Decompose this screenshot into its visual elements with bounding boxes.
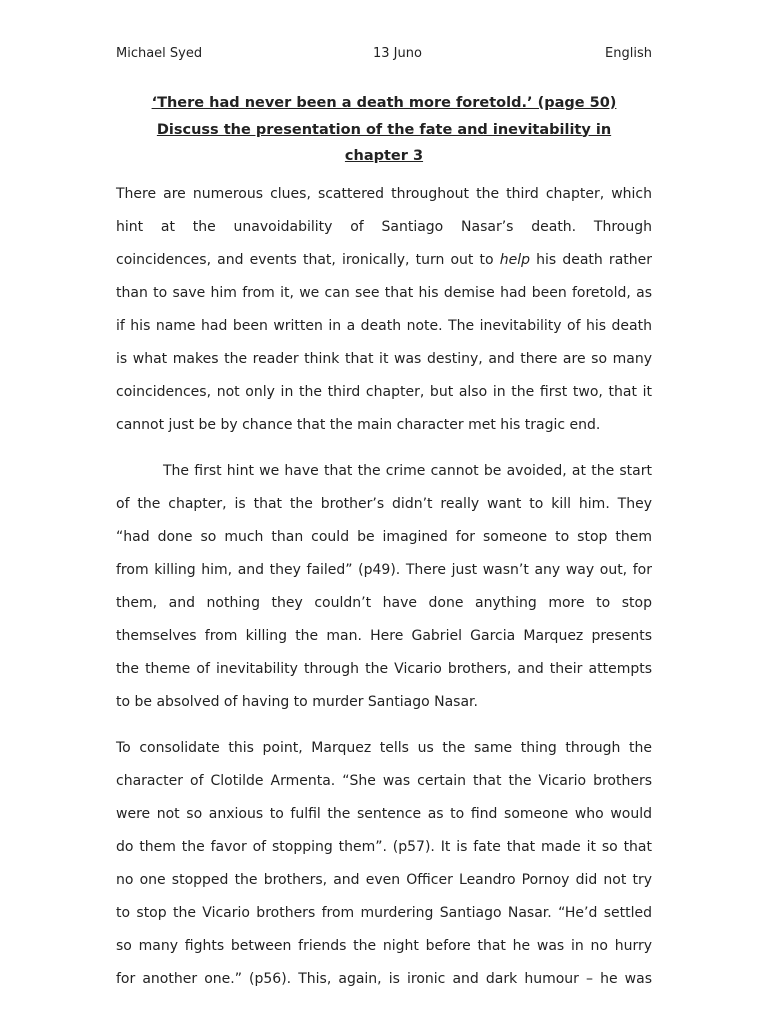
page-header: [116, 44, 652, 64]
paragraph-1: [116, 178, 652, 442]
italic-word: help: [499, 252, 531, 268]
paragraph-line: to stop the Vicario brothers from murdering Santiago Nasar. “He’d settled: [116, 905, 652, 921]
paragraph-line: hint at the unavoidability of Santiago Nasar’s death. Through: [116, 219, 652, 235]
paragraph-line: “had done so much than could be imagined for someone to stop them: [116, 529, 652, 545]
title-line: chapter 3: [344, 148, 424, 164]
paragraph-line: cannot just be by chance that the main character met his tragic end.: [116, 417, 601, 433]
paragraph-line: if his name had been written in a death note. The inevitability of his death: [116, 318, 652, 334]
paragraph-line: than to save him from it, we can see that his demise had been foretold, as: [116, 285, 652, 301]
paragraph-line: them, and nothing they couldn’t have done anything more to stop: [116, 595, 652, 611]
paragraph-line: character of Clotilde Armenta. “She was certain that the Vicario brothers: [116, 773, 652, 789]
paragraph-line: do them the favor of stopping them”. (p57). It is fate that made it so that: [116, 839, 652, 855]
paragraph-line: were not so anxious to fulfil the sentence as to find someone who would: [116, 806, 652, 822]
paragraph-2: [116, 455, 652, 719]
paragraph-line: for another one.” (p56). This, again, is ironic and dark humour – he was: [116, 971, 652, 987]
paragraph-line: so many fights between friends the night before that he was in no hurry: [116, 938, 652, 954]
paragraph-line: from killing him, and they failed” (p49). There just wasn’t any way out, for: [116, 562, 652, 578]
paragraph-line: To consolidate this point, Marquez tells us the same thing through the: [116, 740, 652, 756]
paragraph-line: to be absolved of having to murder Santiago Nasar.: [116, 694, 478, 710]
header-subject: English: [605, 46, 652, 61]
paragraph-line: coincidences, not only in the third chapter, but also in the first two, that it: [116, 384, 652, 400]
paragraph-line: The first hint we have that the crime cannot be avoided, at the start: [163, 463, 652, 479]
paragraph-line: [116, 244, 652, 277]
line-text: coincidences, and events that, ironically, turn out to: [116, 252, 494, 268]
paragraph-line: themselves from killing the man. Here Gabriel Garcia Marquez presents: [116, 628, 652, 644]
line-text: his death rather: [536, 252, 653, 268]
header-date: 13 Juno: [373, 46, 422, 61]
essay-title: [116, 90, 652, 170]
title-line: Discuss the presentation of the fate and inevitability in: [156, 121, 612, 138]
paragraph-line: There are numerous clues, scattered throughout the third chapter, which: [116, 186, 652, 202]
paragraph-line: the theme of inevitability through the Vicario brothers, and their attempts: [116, 661, 652, 677]
header-author: Michael Syed: [116, 46, 203, 61]
paragraph-line: of the chapter, is that the brother’s didn’t really want to kill him. They: [116, 496, 652, 512]
paragraph-line: is what makes the reader think that it was destiny, and there are so many: [116, 351, 652, 367]
paragraph-3: [116, 732, 652, 996]
paragraph-line: no one stopped the brothers, and even Officer Leandro Pornoy did not try: [116, 872, 652, 888]
title-line: ‘There had never been a death more foretold.’ (page 50): [151, 95, 617, 111]
